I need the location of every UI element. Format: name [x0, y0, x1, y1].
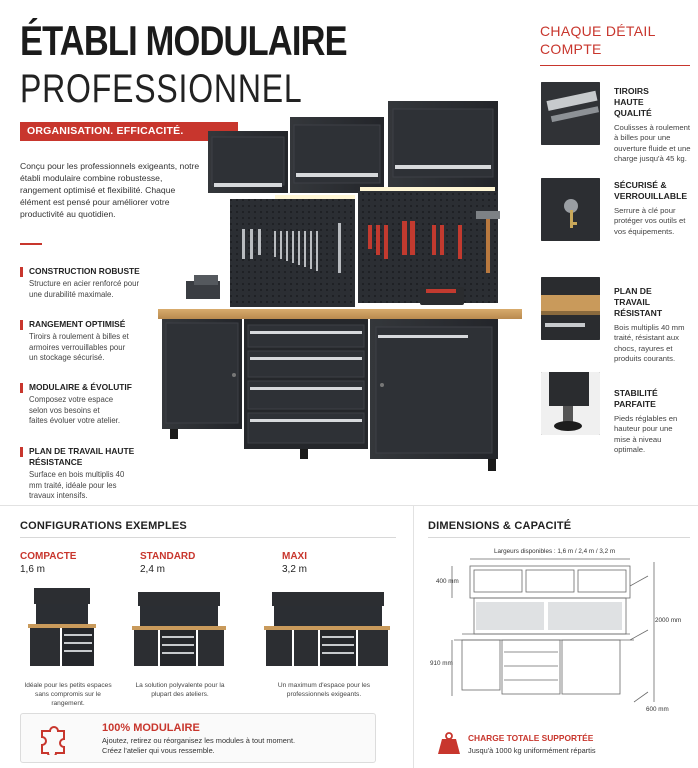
details-heading-line: COMPTE [540, 41, 602, 57]
config-maxi-illustration [262, 586, 392, 672]
modular-text: Créez l'atelier qui vous ressemble. [102, 746, 215, 755]
feature-item [20, 266, 170, 300]
config-size: 1,6 m [20, 564, 46, 575]
column-divider [413, 506, 414, 768]
config-name: COMPACTE [20, 551, 77, 562]
dimension-widths-label: Largeurs disponibles : 1,6 m / 2,4 m / 3,2 m [494, 548, 616, 555]
intro-text: Conçu pour les professionnels exigeants, notre établi modulaire combine robustesse, rangement optimisé et flexibilité. Chaque élément est pensé pour améliorer votre productivité au quotidien. [20, 161, 200, 219]
modular-title: 100% MODULAIRE [102, 722, 200, 734]
feature-title: PLAN DE TRAVAIL HAUTE RÉSISTANCE [29, 446, 135, 467]
feature-text: Surface en bois multiplis 40 mm traité, idéale pour les travaux intensifs. [29, 470, 125, 500]
detail-title: STABILITÉ PARFAITE [614, 388, 658, 409]
feature-title: MODULAIRE & ÉVOLUTIF [29, 382, 132, 392]
divider [428, 537, 690, 538]
config-standard-illustration [130, 586, 228, 672]
divider [20, 243, 42, 245]
config-desc: Un maximum d'espace pour les professionnels exigeants. [277, 682, 371, 698]
tagline-banner: ORGANISATION. EFFICACITÉ. PERFORMANCE. [20, 122, 238, 141]
config-name: STANDARD [140, 551, 196, 562]
detail-text: Bois multiplis 40 mm traité, résistant aux chocs, rayures et produits courants. [614, 323, 685, 364]
config-size: 3,2 m [282, 564, 308, 575]
worktop-icon [541, 277, 600, 340]
weight-icon [436, 730, 462, 756]
detail-title: PLAN DE TRAVAIL RÉSISTANT [614, 286, 663, 318]
feature-text: Structure en acier renforcé pour une durabilité maximale. [29, 279, 140, 299]
dimension-drawing [434, 556, 666, 716]
divider [540, 65, 690, 66]
detail-item [614, 86, 694, 165]
config-desc: Idéale pour les petits espaces sans compromis sur le rangement. [24, 682, 112, 707]
page-subtitle: PROFESSIONNEL [20, 67, 303, 111]
detail-text: Pieds réglables en hauteur pour une mise à niveau optimale. [614, 414, 678, 455]
feature-title: RANGEMENT OPTIMISÉ [29, 319, 126, 329]
drawer-slide-icon [541, 82, 600, 145]
feature-item [20, 319, 170, 364]
feature-text: Composez votre espace selon vos besoins et faites évoluer votre atelier. [29, 395, 121, 425]
detail-title: SÉCURISÉ & VERROUILLABLE [614, 180, 688, 201]
workbench-illustration [150, 95, 530, 495]
detail-item [614, 388, 694, 456]
lock-key-icon [541, 178, 600, 241]
config-size: 2,4 m [140, 564, 166, 575]
config-desc: La solution polyvalente pour la plupart des ateliers. [135, 682, 225, 698]
dimension-height-label: 2000 mm [655, 617, 682, 624]
dimension-bench-label: 910 mm [430, 660, 453, 667]
detail-text: Serrure à clé pour protéger vos outils et vos équipements. [614, 206, 686, 236]
adjustable-foot-icon [541, 372, 600, 435]
details-heading [540, 22, 656, 58]
config-compact-illustration [26, 586, 98, 672]
load-title: CHARGE TOTALE SUPPORTÉE [468, 733, 594, 743]
page-title: ÉTABLI MODULAIRE [20, 17, 347, 64]
details-heading-line: CHAQUE DÉTAIL [540, 23, 656, 39]
feature-text: Tiroirs à roulement à billes et armoires verrouillables pour un stockage sécurisé. [29, 332, 129, 362]
modular-text: Ajoutez, retirez ou réorganisez les modules à tout moment. [102, 736, 296, 745]
load-text: Jusqu'à 1000 kg uniformément répartis [468, 746, 596, 755]
dimensions-heading: DIMENSIONS & CAPACITÉ [428, 520, 572, 532]
feature-title: CONSTRUCTION ROBUSTE [29, 266, 140, 276]
dimension-cabinet-label: 400 mm [436, 578, 459, 585]
detail-item [614, 286, 694, 365]
dimension-depth-label: 600 mm [646, 706, 669, 713]
puzzle-icon [36, 723, 70, 755]
config-name: MAXI [282, 551, 307, 562]
detail-item [614, 180, 694, 237]
detail-title: TIROIRS HAUTE QUALITÉ [614, 86, 652, 118]
configs-heading: CONFIGURATIONS EXEMPLES [20, 520, 187, 532]
section-divider [0, 505, 698, 506]
detail-text: Coulisses à roulement à billes pour une ouverture fluide et une charge jusqu'à 45 kg. [614, 123, 691, 164]
divider [20, 537, 396, 538]
feature-item [20, 382, 170, 427]
